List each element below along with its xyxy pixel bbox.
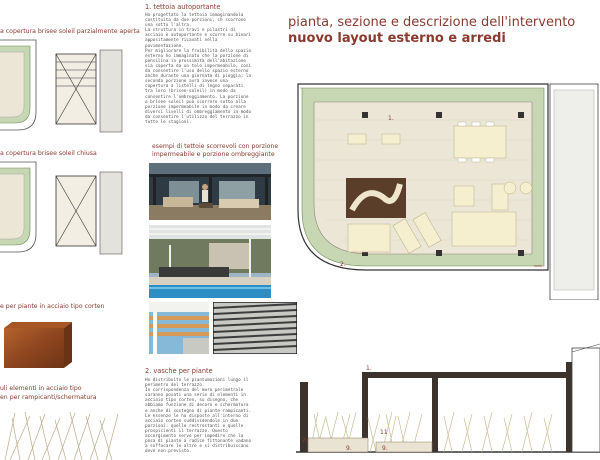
plan-detail-closed-roof [0,160,125,256]
caption-corten-planter: e per piante in acciaio tipo corten [0,303,105,310]
page-subtitle: nuovo layout esterno e arredi [288,31,506,46]
terrace-section [296,342,600,460]
section-label-9a: 9. [346,445,352,452]
caption-corten-elements-1: uli elementi in acciaio tipo [0,385,82,392]
plan-detail-open-roof [0,38,125,134]
caption-closed-roof: a copertura brisee soleil chiusa [0,150,97,157]
caption-corten-elements-2: en per rampicanti/schermatura [0,394,97,401]
corten-planter-render [0,318,80,372]
section-1-text: Ho progettato la tettoia immaginandola costituita da due porzioni, ch scorrono una sotto l'altra. La struttura in travi e pilastri di acciaio è autoportante e scorre su binari appositamente ricavati nella pavimentazione. Per migliorare la fruibilità dello spazio esterno ho immaginato che la porzione di pensilina in prossimità dell'abitazione sia coperta da un telo impermeabile, così da consentire l'uso dello spazio esterno anche durante una giornata di pioggia; la seconda porzione avrà invece una copertura a listelli di legno separati tra loro (brisee-soleil) in modo da consentire l'ombreggiamento. La porzione a brisee soleil può scorrere sotto alla porzione impermeabile in modo da creare diversi livelli di ombreggiamento in modo da consentire l'utilizzo del terrazzo in tutte le stagioni. [145,13,252,125]
examples-caption-line-2: impermeabile e porzione ombreggiante [152,151,275,158]
caption-open-roof: a copertura brisee soleil parzialmente aperta [0,28,140,35]
photo-louvers-wood [149,302,209,354]
section-label-9b: 9. [382,445,388,452]
section-label-11: 11 [380,429,388,436]
photo-pool-pergola [149,225,271,298]
page-title: pianta, sezione e descrizione dell'intervento [288,15,576,30]
section-2-text: Ho distribuito le piantumazioni lungo il perimetro del terrazzo. In corrispondenza del muro perimetrale saranno posati una serie di elementi in acciaio tipo corten, su disegno, che abbiamo funzione di decoro e schermatura e anche di sostegno di piante rampicanti. Le essenze le ho disposte all'interno di acciaio corten suddividendole in due porzioni: quelle restrostanti e quelle prospicienti il terrazzo. Questo accorgimento serve per impedire che la posa di piante a radice fittonante vadano a soffocare le altre e si distribuiscano dove non previsto. [145,378,252,455]
examples-caption-line-1: esempi di tettoie scorrevoli con porzione [152,143,279,150]
corten-screen-sketch [0,408,120,460]
section-2-title: 2. vasche per piante [145,367,213,375]
terrace-floor-plan [296,80,600,300]
plan-label-1: 1. [388,115,394,122]
section-label-2: 2. [302,437,308,444]
photo-louvers-dark [213,302,297,354]
plan-label-2: 2. [340,261,346,268]
section-1-title: 1. tettoia autoportante [145,3,221,11]
photo-pergola-lounge [149,163,271,220]
section-label-1: 1. [366,365,372,372]
